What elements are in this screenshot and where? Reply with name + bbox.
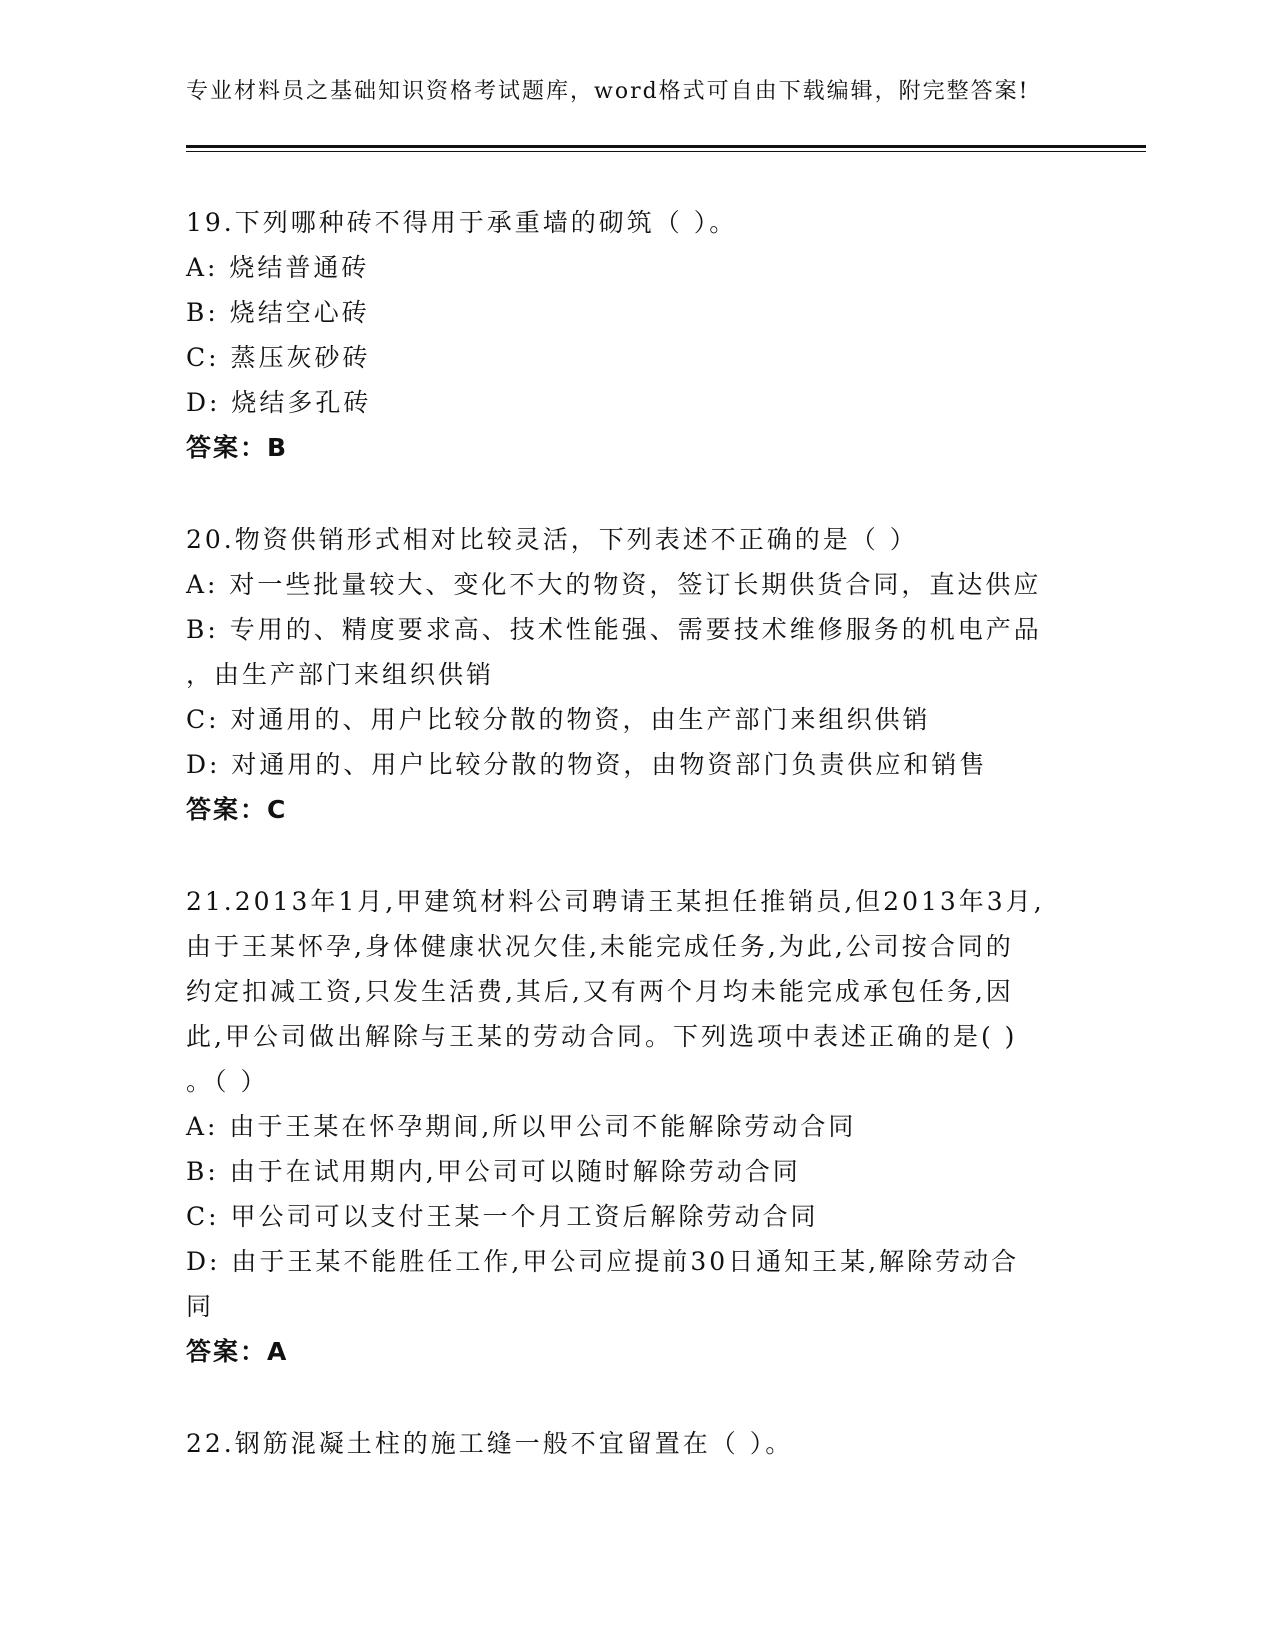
option-c: C: 对通用的、用户比较分散的物资，由生产部门来组织供销 [186,705,931,734]
option-d: D: 烧结多孔砖 [186,388,372,417]
option-d: D: 对通用的、用户比较分散的物资，由物资部门负责供应和销售 [186,750,988,779]
option-d: D: 由于王某不能胜任工作,甲公司应提前30日通知王某,解除劳动合 [186,1247,1020,1276]
option-a: A: 烧结普通砖 [186,253,370,282]
option-b-continuation: ，由生产部门来组织供销 [186,660,495,689]
answer-label: 答案：B [186,433,289,462]
option-a: A: 对一些批量较大、变化不大的物资，签订长期供货合同，直达供应 [186,570,1042,599]
spacer [186,1374,1086,1421]
question-22 [186,1421,1086,1466]
option-c: C: 甲公司可以支付王某一个月工资后解除劳动合同 [186,1202,819,1231]
question-stem: 22.钢筋混凝土柱的施工缝一般不宜留置在（ ）。 [186,1429,794,1458]
question-19 [186,200,1086,470]
answer-label: 答案：C [186,795,288,824]
header-rule-thick [186,145,1146,148]
option-a: A: 由于王某在怀孕期间,所以甲公司不能解除劳动合同 [186,1112,857,1141]
question-stem: 19.下列哪种砖不得用于承重墙的砌筑（ ）。 [186,208,738,237]
spacer [186,832,1086,879]
question-stem-line: 。（ ） [186,1067,269,1096]
header-rule-thin [186,151,1146,152]
question-20 [186,517,1086,832]
question-list [186,200,1086,1466]
document-header: 专业材料员之基础知识资格考试题库，word格式可自由下载编辑，附完整答案! [186,79,1030,104]
question-stem-line: 由于王某怀孕,身体健康状况欠佳,未能完成任务,为此,公司按合同的 [186,932,1014,961]
question-stem-line: 约定扣减工资,只发生活费,其后,又有两个月均未能完成承包任务,因 [186,977,1014,1006]
option-b: B: 烧结空心砖 [186,298,370,327]
answer-label: 答案：A [186,1337,289,1366]
question-stem-line: 此,甲公司做出解除与王某的劳动合同。下列选项中表述正确的是( ) [186,1022,1018,1051]
question-stem: 20.物资供销形式相对比较灵活，下列表述不正确的是（ ） [186,525,918,554]
question-stem: 21.2013年1月,甲建筑材料公司聘请王某担任推销员,但2013年3月, [186,887,1045,916]
option-b: B: 由于在试用期内,甲公司可以随时解除劳动合同 [186,1157,801,1186]
option-c: C: 蒸压灰砂砖 [186,343,371,372]
option-b: B: 专用的、精度要求高、技术性能强、需要技术维修服务的机电产品 [186,615,1042,644]
question-21 [186,879,1086,1374]
spacer [186,470,1086,517]
option-d-continuation: 同 [186,1292,215,1321]
